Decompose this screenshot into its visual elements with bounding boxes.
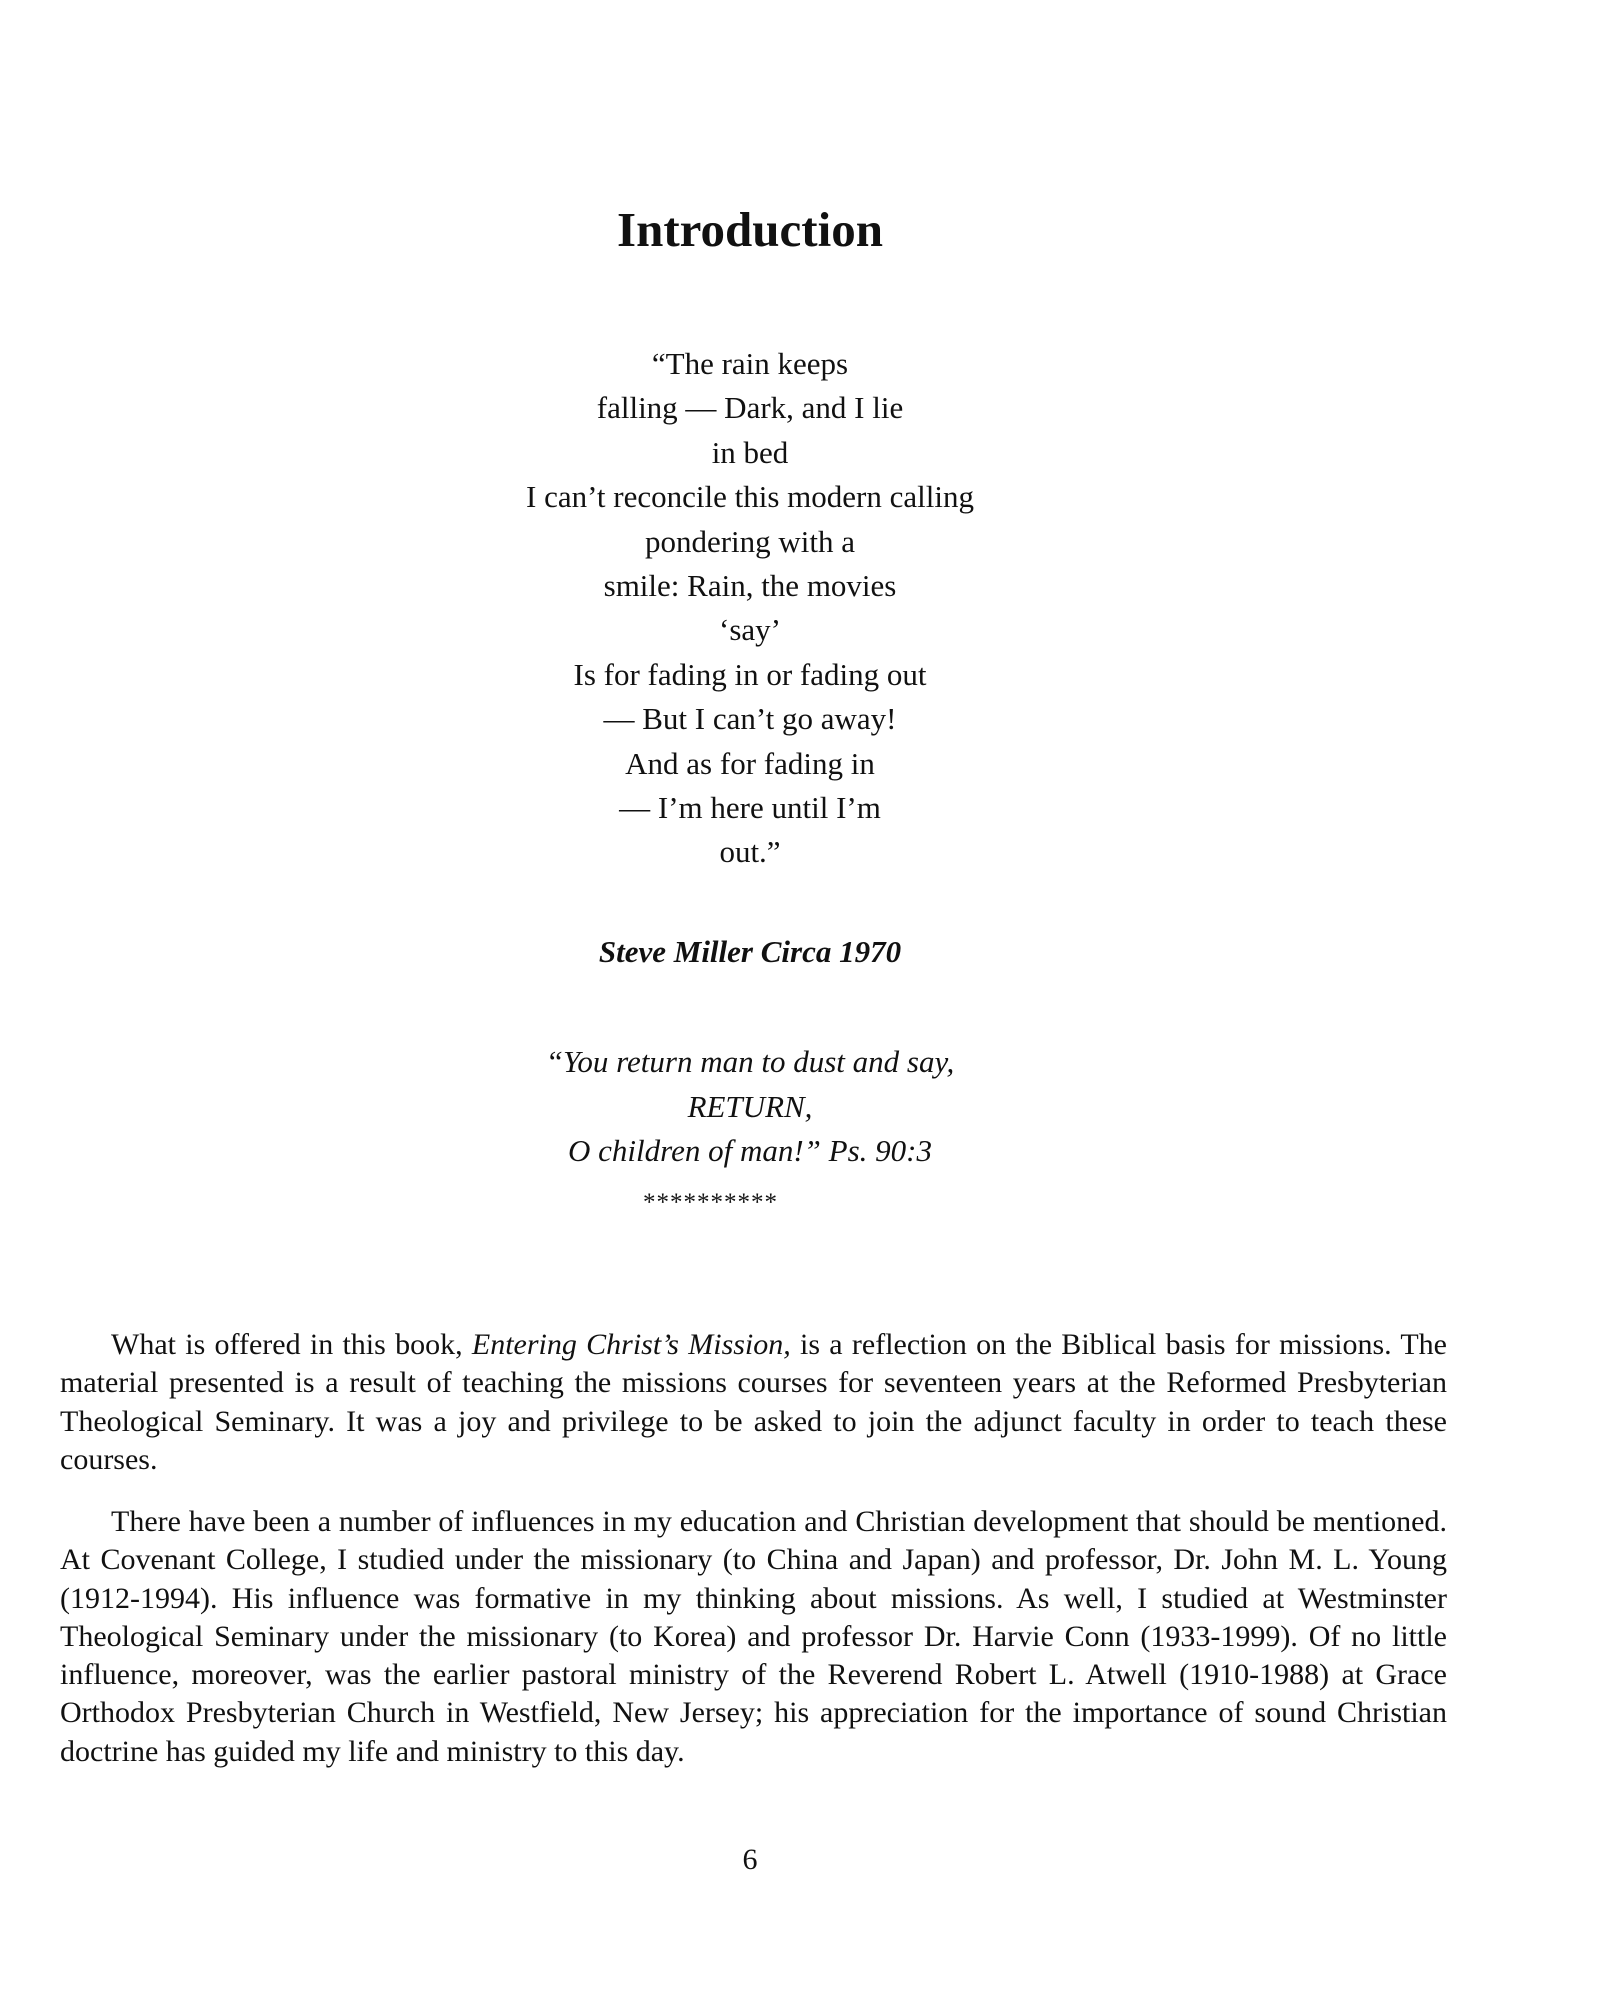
paragraph-text: is a reflection on the Biblical basis for missions. The material presented is a result of teaching the missions courses for seventeen years at the Reformed Presbyterian Theological Seminary. It was a joy and privilege to be asked to join the adjunct faculty in order to teach these courses. — [60, 1328, 1447, 1476]
paragraph-text: What is offered in this book, — [111, 1328, 472, 1361]
poem-line: I can’t reconcile this modern calling — [526, 479, 974, 515]
poem-attribution: Steve Miller Circa 1970 — [598, 934, 902, 969]
poem-line: — But I can’t go away! — [603, 701, 897, 737]
psalm-line: “You return man to dust and say, — [545, 1044, 955, 1079]
poem-line: — I’m here until I’m — [619, 789, 881, 825]
poem-line: falling — Dark, and I lie — [596, 390, 904, 426]
poem-line: “The rain keeps — [651, 346, 849, 381]
poem-line: Is for fading in or fading out — [573, 656, 927, 692]
page-title: Introduction — [617, 202, 883, 257]
poem-line: in bed — [711, 434, 789, 470]
poem-line: pondering with a — [644, 523, 856, 559]
psalm-quote — [0, 1040, 1500, 1174]
psalm-line: O children of man!” Ps. 90:3 — [568, 1133, 932, 1168]
poem-line: out.” — [719, 834, 781, 870]
book-title: Entering Christ’s Mission, — [471, 1328, 791, 1361]
section-separator: ********** — [643, 1189, 778, 1216]
epigraph-poem — [0, 342, 1500, 875]
poem-line: And as for fading in — [625, 745, 875, 781]
psalm-line: RETURN, — [687, 1088, 813, 1124]
body-paragraph: There have been a number of influences in my education and Christian development that should be mentioned. At Covenant College, I studied under the missionary (to China and Japan) and professor, Dr. John M. L. Young (1912-1994). His influence was formative in my thinking about missions. As well, I studied at Westminster Theological Seminary under the missionary (to Korea) and professor Dr. Harvie Conn (1933-1999). Of no little influence, moreover, was the earlier pastoral ministry of the Reverend Robert L. Atwell (1910-1988) at Grace Orthodox Presbyterian Church in Westfield, New Jersey; his appreciation for the importance of sound Christian doctrine has guided my life and ministry to this day. — [60, 1505, 1447, 1768]
body-paragraph — [60, 1326, 1447, 1479]
poem-line: smile: Rain, the movies — [603, 567, 897, 603]
page-number: 6 — [742, 1843, 758, 1876]
poem-line: ‘say’ — [719, 612, 781, 648]
